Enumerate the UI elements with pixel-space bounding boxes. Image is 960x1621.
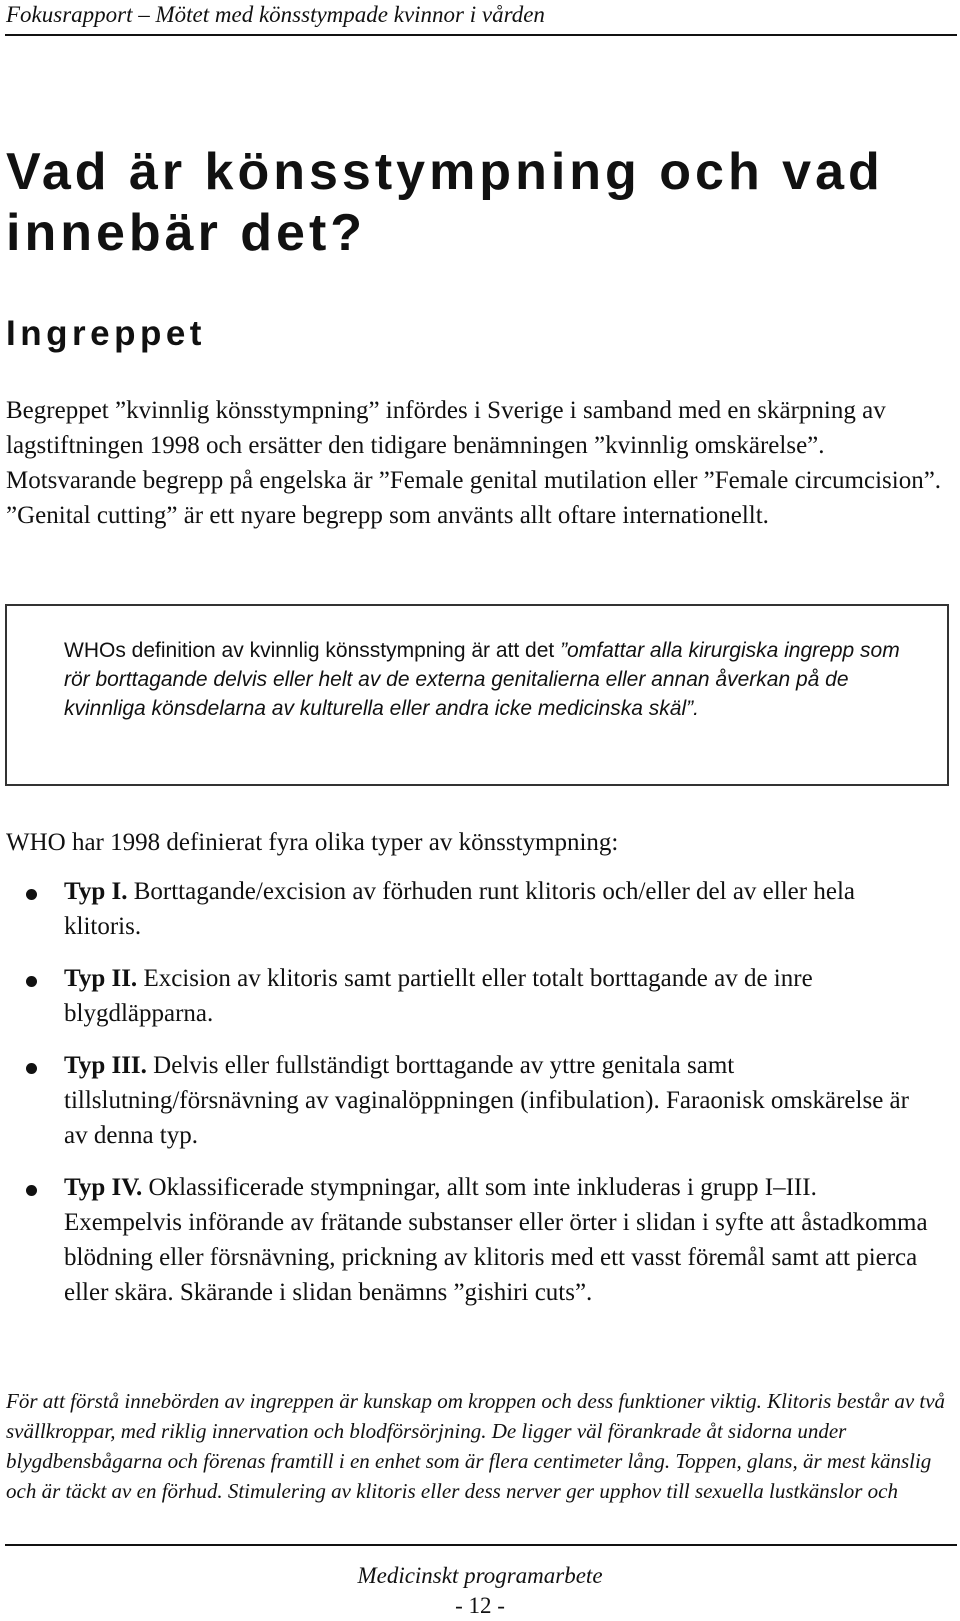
types-intro: WHO har 1998 definierat fyra olika typer av könsstympning: <box>6 829 619 856</box>
bullet-icon <box>26 1185 37 1196</box>
section-heading: Ingreppet <box>6 314 206 353</box>
type-label: Typ III. <box>64 1052 147 1079</box>
bullet-icon <box>26 889 37 900</box>
intro-paragraph: Begreppet ”kvinnlig könsstympning” infördes i Sverige i samband med en skärpning av lagstiftningen 1998 och ersätter den tidigare benämningen ”kvinnlig omskärelse”. Motsvarande begrepp på engelska är ”Female genital mutilation eller ”Female circumcision”. ”Genital cutting” är ett nyare begrepp som använts allt oftare internationellt. <box>6 397 942 529</box>
page-number: - 12 - <box>455 1593 505 1618</box>
types-list <box>0 874 960 1310</box>
type-description: Oklassificerade stympningar, allt som inte inkluderas i grupp I–III. Exempelvis införande av frätande substanser eller örter i slidan i syfte att åstadkomma blödning eller försnävning, prickning av klitoris med ett vasst föremål samt att pierca eller skära. Skärande i slidan benämns ”gishiri cuts”. <box>64 1174 928 1306</box>
type-description: Borttagande/excision av förhuden runt klitoris och/eller del av eller hela klitoris. <box>64 878 855 940</box>
type-description: Delvis eller fullständigt borttagande av yttre genitala samt tillslutning/försnävning av vaginalöppningen (infibulation). Faraonisk omskärelse är av denna typ. <box>64 1052 909 1149</box>
who-definition-lead: WHOs definition av kvinnlig könsstympning är att det <box>64 639 561 662</box>
page-title: Vad är könsstympning och vad innebär det? <box>6 143 884 262</box>
running-header: Fokusrapport – Mötet med könsstympade kvinnor i vården <box>6 2 545 27</box>
type-label: Typ IV. <box>64 1174 143 1201</box>
header-divider <box>5 34 957 36</box>
type-item-4 <box>0 1170 934 1310</box>
type-item-3 <box>0 1048 934 1153</box>
type-item-2 <box>0 961 934 1031</box>
footer-divider <box>5 1544 957 1546</box>
who-definition-text <box>64 636 924 723</box>
type-description: Excision av klitoris samt partiellt eller totalt borttagande av de inre blygdläpparna. <box>64 965 813 1027</box>
who-definition-quote: ”omfattar alla kirurgiska ingrepp som rör borttagande delvis eller helt av de externa genitalierna eller annan åverkan på de kvinnliga könsdelarna av kulturella eller andra icke medicinska skäl”. <box>64 639 900 720</box>
anatomy-paragraph: För att förstå innebörden av ingreppen är kunskap om kroppen och dess funktioner viktig. Klitoris består av två svällkroppar, med riklig innervation och blodförsörjning. De ligger väl förankrade åt sidorna under blygdbensbågarna och förenas framtill i en enhet som är flera centimeter lång. Toppen, glans, är mest känslig och är täckt av en förhud. Stimulering av klitoris eller dess nerver ger upphov till sexuella lustkänslor och <box>6 1389 946 1503</box>
type-label: Typ I. <box>64 878 128 905</box>
bullet-icon <box>26 1063 37 1074</box>
bullet-icon <box>26 976 37 987</box>
footer-label: Medicinskt programarbete <box>357 1563 603 1588</box>
type-label: Typ II. <box>64 965 138 992</box>
who-definition-box <box>5 604 949 786</box>
type-item-1 <box>0 874 934 944</box>
